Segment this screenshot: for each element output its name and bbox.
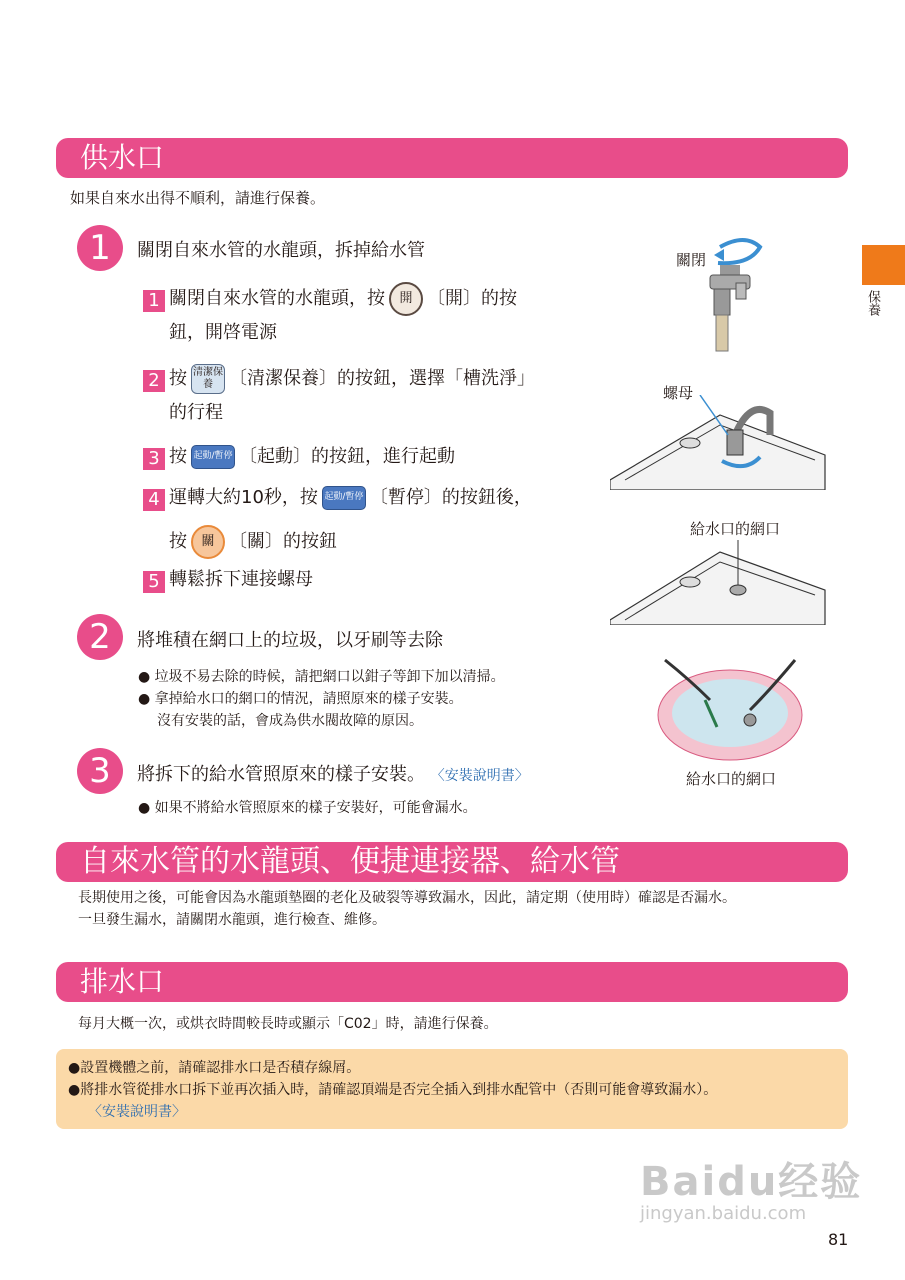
step1-sub4: [143, 481, 532, 515]
nut-illustration: [610, 395, 830, 490]
sub2-text-c: 的行程: [169, 402, 223, 423]
step1-sub2: [143, 362, 535, 430]
step3-title: 將拆下的給水管照原來的樣子安裝。 〈安裝說明書〉: [137, 764, 529, 785]
sub3-text-b: 〔起動〕的按鈕，進行起動: [239, 446, 455, 467]
figure-label-close: 關閉: [676, 251, 707, 269]
watermark-url: jingyan.baidu.com: [640, 1203, 807, 1224]
sub5-text: 轉鬆拆下連接螺母: [169, 569, 313, 590]
step1-sub5: [143, 563, 313, 597]
side-tab-marker: [862, 245, 905, 285]
sub-number: 3: [143, 448, 165, 470]
sub1-text-c: 鈕，開啓電源: [169, 322, 277, 343]
note-install-manual-link[interactable]: 〈安裝說明書〉: [88, 1104, 186, 1120]
step1-sub3: [143, 440, 455, 474]
sub-number: 2: [143, 370, 165, 392]
section3-intro: 每月大概一次，或烘衣時間較長時或顯示「C02」時，請進行保養。: [78, 1016, 498, 1032]
section2-line1: 長期使用之後，可能會因為水龍頭墊圈的老化及破裂等導致漏水，因此，請定期（使用時）確認是否漏水。: [78, 890, 736, 906]
figure-label-mesh1: 給水口的網口: [690, 520, 781, 538]
side-tab-label: 保養: [865, 290, 880, 316]
note-item-2: ●將排水管從排水口拆下並再次插入時，請確認頂端是否完全插入到排水配管中（否則可能會導致漏水）。: [68, 1082, 718, 1098]
sub-number: 4: [143, 489, 165, 511]
step1-title: 關閉自來水管的水龍頭，拆掉給水管: [137, 240, 425, 261]
sub2-text: 按: [169, 368, 187, 389]
step2-title: 將堆積在網口上的垃圾，以牙刷等去除: [137, 630, 443, 651]
start-pause-button-icon: 起動/暫停: [191, 445, 235, 469]
basin-cleaning-illustration: [655, 655, 805, 765]
step2-bullet2: ● 拿掉給水口的網口的情況，請照原來的樣子安裝。: [138, 691, 463, 707]
install-manual-link[interactable]: 〈安裝說明書〉: [430, 768, 529, 784]
sub2-text-b: 〔清潔保養〕的按鈕，選擇「槽洗淨」: [229, 368, 535, 389]
figure-label-nut: 螺母: [663, 384, 694, 402]
sub4-text: 運轉大約10秒，按: [169, 487, 318, 508]
step2-bullet2b: 沒有安裝的話，會成為供水閥故障的原因。: [157, 713, 423, 729]
step2-number: 2: [77, 614, 123, 660]
sub-number: 1: [143, 290, 165, 312]
sub4-text-d: 〔關〕的按鈕: [229, 531, 337, 552]
clean-care-button-icon: 清潔保養: [191, 364, 225, 394]
baidu-watermark: [640, 1150, 862, 1224]
sub3-text: 按: [169, 446, 187, 467]
open-button-icon: 開: [389, 282, 423, 316]
section-title-drain: 排水口: [56, 962, 848, 1002]
sub4-text-c: 按: [169, 531, 187, 552]
step3-number: 3: [77, 748, 123, 794]
note-item-1: ●設置機體之前，請確認排水口是否積存線屑。: [68, 1060, 361, 1076]
faucet-illustration: [690, 225, 770, 355]
close-button-icon: 關: [191, 525, 225, 559]
sub1-text-b: 〔開〕的按: [427, 288, 517, 309]
step1-sub1: [143, 282, 517, 350]
sub4-text-b: 〔暫停〕的按鈕後，: [369, 487, 532, 508]
inlet-mesh-illustration: [610, 540, 830, 625]
section-title-faucet-connector: 自來水管的水龍頭、便捷連接器、給水管: [56, 842, 848, 882]
section-title-water-inlet: 供水口: [56, 138, 848, 178]
sub1-text: 關閉自來水管的水龍頭，按: [169, 288, 385, 309]
figure-label-mesh2: 給水口的網口: [686, 770, 777, 788]
note-box: [56, 1049, 848, 1129]
sub-number: 5: [143, 571, 165, 593]
start-pause-button-icon: 起動/暫停: [322, 486, 366, 510]
step1-sub4-cont: [169, 525, 337, 559]
section2-line2: 一旦發生漏水，請關閉水龍頭，進行檢查、維修。: [78, 912, 386, 928]
step2-bullet1: ● 垃圾不易去除的時候，請把網口以鉗子等卸下加以清掃。: [138, 669, 505, 685]
page-number: 81: [828, 1230, 849, 1249]
step1-number: 1: [77, 225, 123, 271]
step3-bullet1: ● 如果不將給水管照原來的樣子安裝好，可能會漏水。: [138, 800, 477, 816]
section1-intro: 如果自來水出得不順利，請進行保養。: [70, 189, 326, 207]
watermark-main: Baidu经验: [640, 1159, 863, 1205]
